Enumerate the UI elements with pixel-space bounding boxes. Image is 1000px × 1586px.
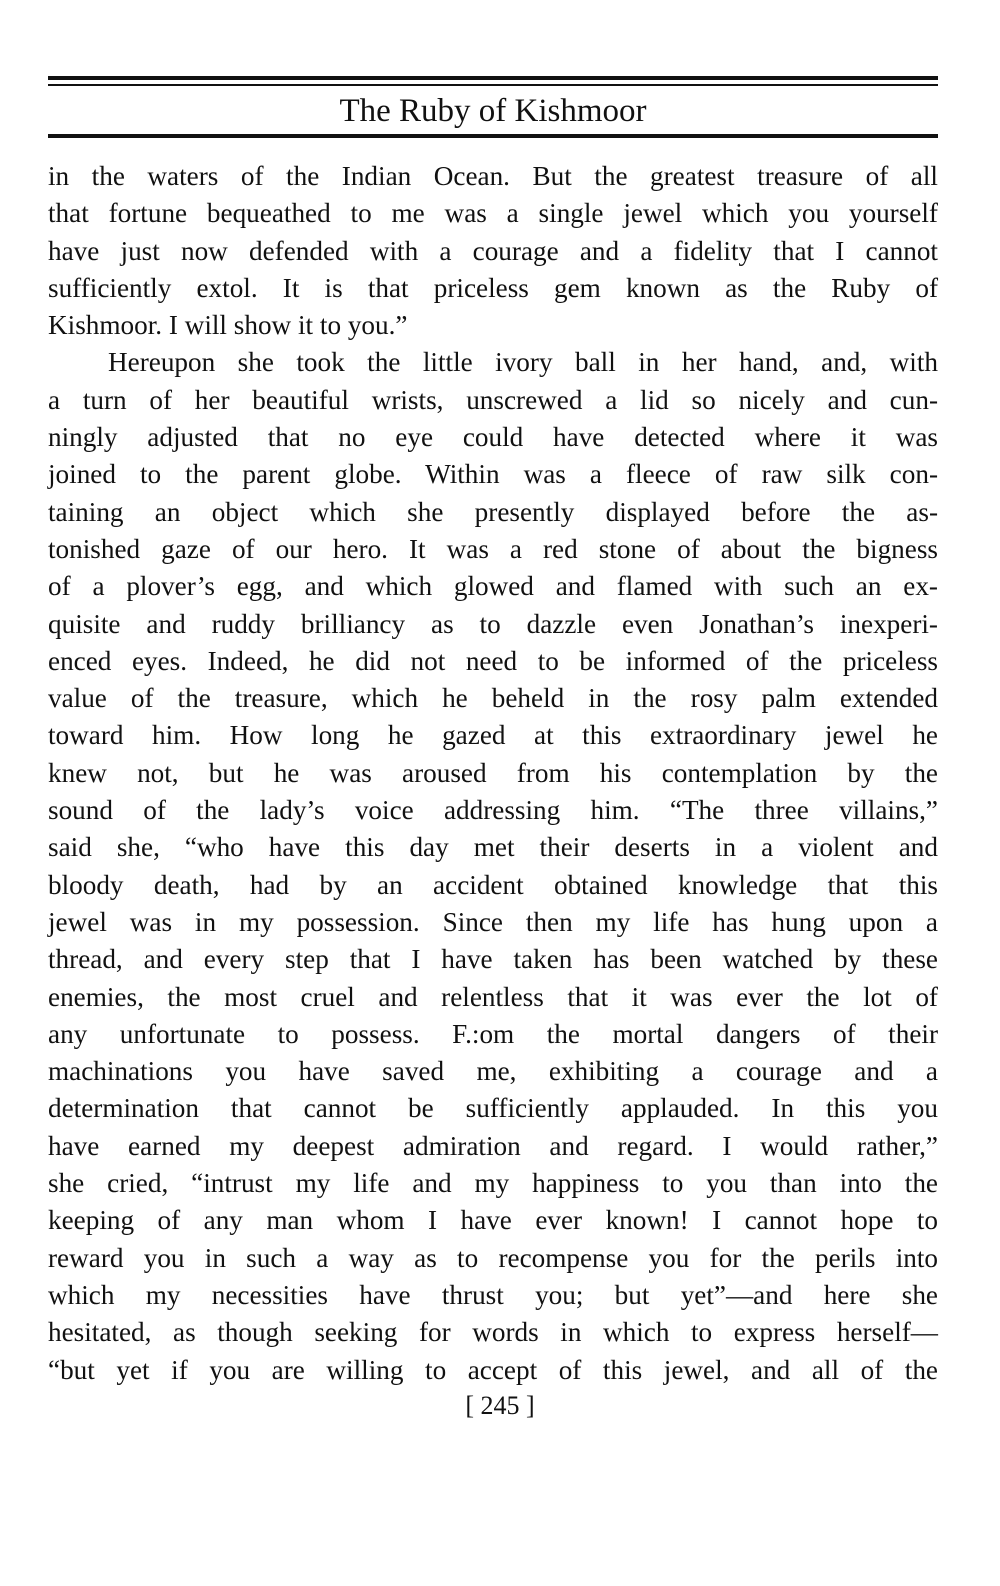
text-line: she cried, “intrust my life and my happiness to you than into the bbox=[48, 1168, 938, 1199]
text-line: Kishmoor. I will show it to you.” bbox=[48, 310, 408, 341]
text-line: enemies, the most cruel and relentless that it was ever the lot of bbox=[48, 981, 938, 1012]
text-line: keeping of any man whom I have ever known! I cannot hope to bbox=[48, 1205, 938, 1236]
text-line: machinations you have saved me, exhibiting a courage and a bbox=[48, 1056, 938, 1087]
text-line: thread, and every step that I have taken has been watched by these bbox=[48, 944, 938, 975]
text-line: “but yet if you are willing to accept of this jewel, and all of the bbox=[48, 1354, 938, 1385]
text-line: that fortune bequeathed to me was a single jewel which you yourself bbox=[48, 198, 938, 229]
text-line: joined to the parent globe. Within was a fleece of raw silk con- bbox=[48, 459, 938, 490]
text-line: any unfortunate to possess. F.:om the mortal dangers of their bbox=[48, 1018, 938, 1049]
text-line: knew not, but he was aroused from his contemplation by the bbox=[48, 757, 938, 788]
text-line: quisite and ruddy brilliancy as to dazzle even Jonathan’s inexperi- bbox=[48, 608, 938, 639]
running-header: The Ruby of Kishmoor bbox=[339, 93, 647, 129]
text-line: a turn of her beautiful wrists, unscrewed a lid so nicely and cun- bbox=[48, 384, 938, 415]
text-line: determination that cannot be sufficiently applauded. In this you bbox=[48, 1093, 938, 1124]
text-line: value of the treasure, which he beheld in the rosy palm extended bbox=[48, 683, 938, 714]
text-line: taining an object which she presently displayed before the as- bbox=[48, 496, 938, 527]
text-line: said she, “who have this day met their deserts in a violent and bbox=[48, 832, 938, 863]
paragraph bbox=[48, 158, 938, 344]
text-line: sufficiently extol. It is that priceless gem known as the Ruby of bbox=[48, 272, 938, 303]
text-line: jewel was in my possession. Since then my life has hung upon a bbox=[48, 906, 938, 937]
text-line: enced eyes. Indeed, he did not need to be informed of the priceless bbox=[48, 645, 938, 676]
text-line: sound of the lady’s voice addressing him. “The three villains,” bbox=[48, 795, 938, 826]
paragraph bbox=[48, 344, 938, 1388]
text-line: of a plover’s egg, and which glowed and flamed with such an ex- bbox=[48, 571, 938, 602]
text-line: Hereupon she took the little ivory ball in her hand, and, with bbox=[108, 347, 938, 378]
header-rule-thin bbox=[48, 84, 938, 86]
page-number: [ 245 ] bbox=[465, 1391, 535, 1420]
text-line: reward you in such a way as to recompense you for the perils into bbox=[48, 1242, 938, 1273]
text-line: hesitated, as though seeking for words in which to express herself— bbox=[48, 1317, 938, 1348]
text-line: bloody death, had by an accident obtained knowledge that this bbox=[48, 869, 938, 900]
text-line: toward him. How long he gazed at this extraordinary jewel he bbox=[48, 720, 938, 751]
text-line: ningly adjusted that no eye could have detected where it was bbox=[48, 422, 938, 453]
text-line: which my necessities have thrust you; but yet”—and here she bbox=[48, 1279, 938, 1310]
header-rule-bottom bbox=[48, 134, 938, 138]
text-line: tonished gaze of our hero. It was a red stone of about the bigness bbox=[48, 533, 938, 564]
text-line: have just now defended with a courage and a fidelity that I cannot bbox=[48, 235, 938, 266]
header-rule-thick bbox=[48, 76, 938, 80]
text-line: in the waters of the Indian Ocean. But the greatest treasure of all bbox=[48, 161, 938, 191]
text-line: have earned my deepest admiration and regard. I would rather,” bbox=[48, 1130, 938, 1161]
body-text bbox=[48, 158, 938, 1389]
